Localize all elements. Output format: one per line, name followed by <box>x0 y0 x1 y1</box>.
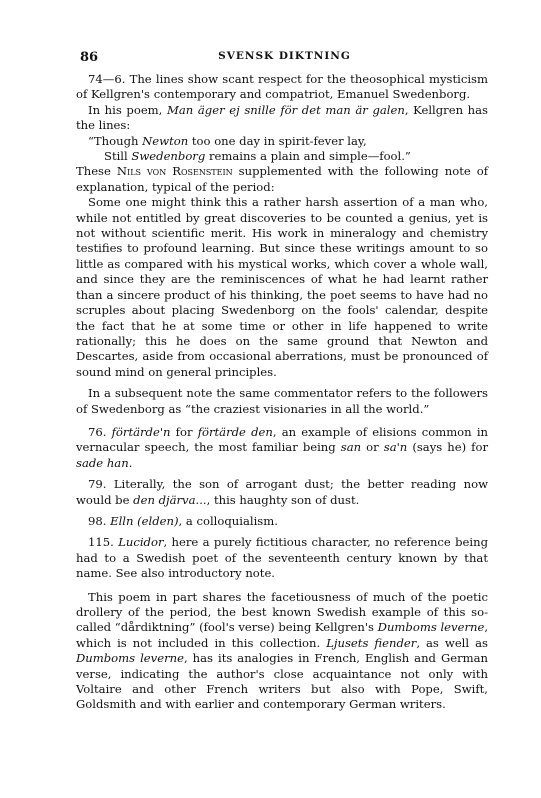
page-header <box>80 50 489 65</box>
note-98: 98. Elln (elden), a colloquialism. <box>88 513 278 528</box>
subsequent-note: In a subsequent note the same commentator refers to the followers of Swedenborg as “the craziest visionaries in all the world.” <box>76 386 488 416</box>
closing-note: This poem in part shares the facetiousness of much of the poetic drollery of the period, the best known Swedish example of this so-called “dårdiktning” (fool's verse) being Kellgren's Dumboms leverne, which is not included in this collection. Ljusets fiender, as well as Dumboms leverne, has its analogies in French, English and German verse, indicating the author's close acquaintance not only with Voltaire and other French writers but also with Pope, Swift, Goldsmith and with earlier and contemporary German writers. <box>76 589 488 712</box>
page-number: 86 <box>80 50 99 65</box>
poem-title: Man äger ej snille för det man är galen <box>167 102 405 117</box>
rosenstein-intro: These Nils von Rosenstein supplemented with the following note of explanation, typical of the period: <box>76 164 488 194</box>
verse-line-1: “Though Newton too one day in spirit-fever lay, <box>88 133 367 148</box>
author-name: Nils von Rosenstein <box>116 164 233 179</box>
quote-text: Some one might think this a rather harsh assertion of a man who, while not entitled by great discoveries to be counted a genius, yet is not without scientific merit. His work in mineralogy and chemistry testifies to profound learning. But since these writings amount to so little as compared with his mystical works, which cover a whole wall, and since they are the reminiscences of what he had learnt rather than a sincere product of his thinking, the poet seems to have had no scruples about placing Swedenborg on the fools' calendar, despite the fact that he at some time or other in life happened to write rationally; this he does on the same ground that Newton and Descartes, aside from occasional aberrations, must be pronounced of sound mind on general principles. <box>76 195 488 379</box>
block-quote <box>76 195 488 380</box>
note-76: 76. förtärde'n for förtärde den, an example of elisions common in vernacular speech, the most familiar being san or sa'n (says he) for sade han. <box>76 424 488 470</box>
note-115: 115. Lucidor, here a purely fictitious character, no reference being had to a Swedish poet of the seventeenth century known by that name. See also introductory note. <box>76 535 489 581</box>
poem-intro: In his poem, Man äger ej snille för det man är galen, Kellgren has the lines: <box>76 102 488 133</box>
note-74: 74—6. The lines show scant respect for the theosophical mysticism of Kellgren's contemporary and compatriot, Emanuel Swedenborg. <box>76 72 488 102</box>
running-title: SVENSK DIKTNING <box>218 50 351 62</box>
notes-body <box>76 72 488 713</box>
note-79: 79. Literally, the son of arrogant dust; the better reading now would be den djärva..., this haughty son of dust. <box>76 477 488 507</box>
verse-line-2: Still Swedenborg remains a plain and simple—fool.” <box>104 149 411 164</box>
